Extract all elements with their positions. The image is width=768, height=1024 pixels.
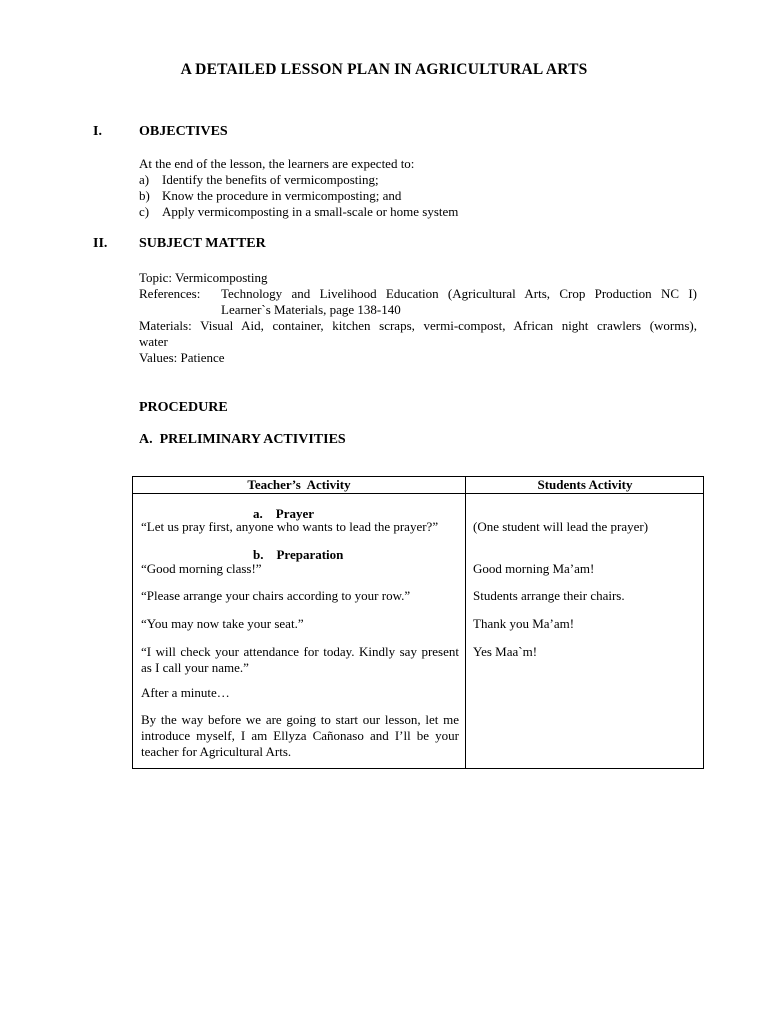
student-greeting-text: Good morning Ma’am! (473, 561, 595, 576)
section-number-subject-matter: II. (93, 236, 108, 251)
materials-line-1: Materials: Visual Aid, container, kitchen scraps, vermi-compost, African night crawlers (worms), (139, 318, 697, 333)
objectives-intro: At the end of the lesson, the learners are expected to: (139, 156, 415, 171)
table-header-teacher: Teacher’s Activity (247, 477, 351, 492)
list-marker: c) (139, 204, 150, 219)
references-line-1: Technology and Livelihood Education (Agricultural Arts, Crop Production NC I) (221, 286, 697, 301)
section-heading-subject-matter: SUBJECT MATTER (139, 236, 266, 251)
objective-text: Know the procedure in vermicomposting; and (162, 188, 402, 203)
section-number-objectives: I. (93, 124, 102, 139)
preparation-subheading: b. Preparation (253, 547, 344, 562)
teacher-arrange-chairs-text: “Please arrange your chairs according to your row.” (141, 588, 411, 603)
preliminary-activities-heading: A. PRELIMINARY ACTIVITIES (139, 432, 346, 447)
after-a-minute-text: After a minute… (141, 685, 230, 700)
procedure-heading: PROCEDURE (139, 400, 228, 415)
objective-item (139, 204, 458, 220)
teacher-prayer-text: “Let us pray first, anyone who wants to lead the prayer?” (141, 519, 439, 534)
references-line-2: Learner`s Materials, page 138-140 (221, 302, 401, 317)
objective-item (139, 188, 401, 204)
teacher-attendance-text: “I will check your attendance for today. Kindly say present as I call your name.” (141, 644, 459, 675)
objective-text: Identify the benefits of vermicomposting; (162, 172, 379, 187)
document-title: A DETAILED LESSON PLAN IN AGRICULTURAL ARTS (180, 61, 588, 78)
table-header-students: Students Activity (537, 477, 633, 492)
section-heading-objectives: OBJECTIVES (139, 124, 228, 139)
activities-table (132, 476, 704, 769)
values-line: Values: Patience (139, 350, 225, 365)
teacher-take-seat-text: “You may now take your seat.” (141, 616, 304, 631)
student-attendance-text: Yes Maa`m! (473, 644, 538, 659)
teacher-greeting-text: “Good morning class!” (141, 561, 262, 576)
list-marker: a) (139, 172, 150, 187)
student-arrange-chairs-text: Students arrange their chairs. (473, 588, 625, 603)
objective-item (139, 172, 379, 188)
objective-text: Apply vermicomposting in a small-scale or home system (162, 204, 459, 219)
list-marker: b) (139, 188, 150, 203)
references-label: References: (139, 286, 201, 301)
table-header-divider (133, 493, 703, 494)
table-column-divider (465, 477, 466, 768)
student-prayer-text: (One student will lead the prayer) (473, 519, 649, 534)
prayer-subheading: a. Prayer (253, 506, 315, 521)
student-thank-you-text: Thank you Ma’am! (473, 616, 575, 631)
materials-line-2: water (139, 334, 168, 349)
teacher-introduction-text: By the way before we are going to start our lesson, let me introduce myself, I am Ellyza Cañonaso and I’ll be your teacher for Agricultural Arts. (141, 712, 459, 759)
topic-line: Topic: Vermicomposting (139, 270, 268, 285)
